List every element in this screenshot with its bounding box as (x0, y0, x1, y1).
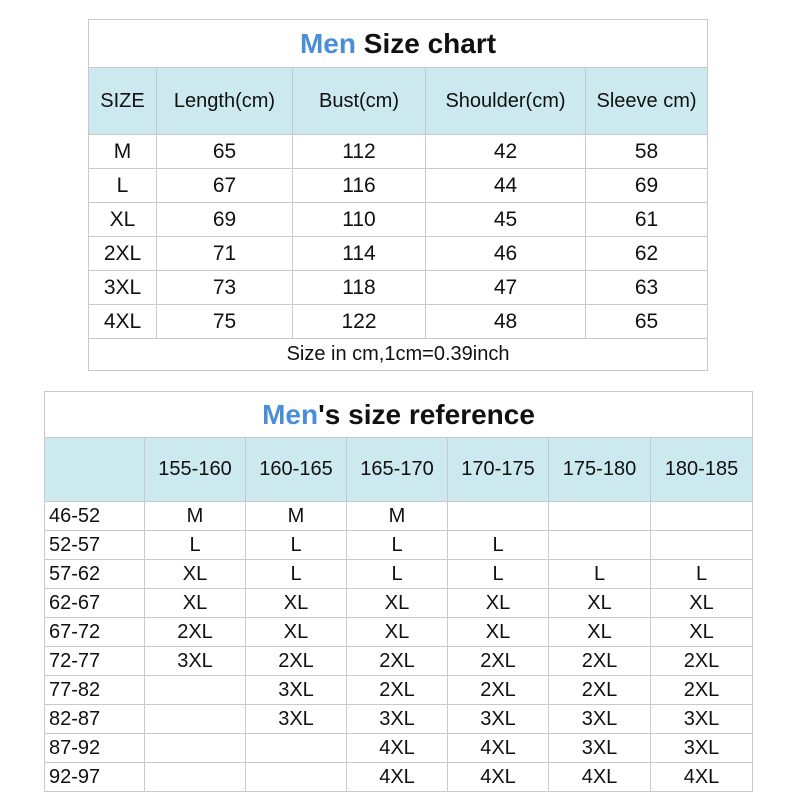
table-cell: 61 (586, 203, 708, 237)
size-cell (246, 763, 347, 792)
weight-range-cell: 67-72 (45, 618, 145, 647)
height-header: 165-170 (347, 438, 448, 502)
table-cell: 44 (426, 169, 586, 203)
weight-range-cell: 82-87 (45, 705, 145, 734)
size-cell (651, 502, 753, 531)
size-cell: L (347, 531, 448, 560)
size-cell: 2XL (651, 647, 753, 676)
size-cell (145, 676, 246, 705)
size-cell (145, 734, 246, 763)
weight-range-cell: 77-82 (45, 676, 145, 705)
size-cell (448, 502, 549, 531)
table-cell: 118 (293, 271, 426, 305)
table-cell: 48 (426, 305, 586, 339)
height-header: 180-185 (651, 438, 753, 502)
weight-range-cell: 57-62 (45, 560, 145, 589)
table-cell: 42 (426, 135, 586, 169)
corner-header (45, 438, 145, 502)
table-cell: 58 (586, 135, 708, 169)
table-cell: 3XL (89, 271, 157, 305)
size-cell: XL (549, 589, 651, 618)
height-header: 160-165 (246, 438, 347, 502)
table-cell: 112 (293, 135, 426, 169)
size-chart-body (89, 135, 708, 339)
size-cell: L (246, 531, 347, 560)
size-cell (145, 705, 246, 734)
table-cell: L (89, 169, 157, 203)
table-row (45, 647, 753, 676)
size-cell: XL (651, 618, 753, 647)
table-cell: 75 (157, 305, 293, 339)
table-cell: 110 (293, 203, 426, 237)
size-cell: 4XL (448, 734, 549, 763)
size-cell: M (246, 502, 347, 531)
size-cell: 3XL (651, 705, 753, 734)
size-cell: L (145, 531, 246, 560)
weight-range-cell: 72-77 (45, 647, 145, 676)
table-cell: 67 (157, 169, 293, 203)
size-reference-body (45, 502, 753, 792)
table-row (89, 203, 708, 237)
size-cell: XL (145, 560, 246, 589)
size-cell: 2XL (651, 676, 753, 705)
size-cell: 2XL (549, 647, 651, 676)
size-chart-header-row (89, 68, 708, 135)
size-cell: 3XL (347, 705, 448, 734)
height-header: 170-175 (448, 438, 549, 502)
size-cell: M (145, 502, 246, 531)
weight-range-cell: 62-67 (45, 589, 145, 618)
size-cell: XL (347, 618, 448, 647)
size-reference-table (44, 391, 753, 792)
table-cell: 4XL (89, 305, 157, 339)
table-cell: 69 (157, 203, 293, 237)
size-cell: 2XL (246, 647, 347, 676)
table-cell: 46 (426, 237, 586, 271)
table-row (45, 705, 753, 734)
size-cell: L (448, 531, 549, 560)
size-reference-header-row (45, 438, 753, 502)
size-cell: XL (549, 618, 651, 647)
table-row (45, 734, 753, 763)
size-cell: 2XL (448, 676, 549, 705)
size-chart-title (89, 20, 708, 68)
column-header: SIZE (89, 68, 157, 135)
table-row (45, 763, 753, 792)
size-chart-title-accent: Men (299, 27, 356, 59)
size-reference-title (45, 392, 753, 438)
size-cell: 4XL (549, 763, 651, 792)
table-row (45, 560, 753, 589)
size-cell (549, 531, 651, 560)
size-cell: 2XL (347, 647, 448, 676)
size-cell: 3XL (549, 705, 651, 734)
size-cell (145, 763, 246, 792)
size-cell: XL (448, 589, 549, 618)
table-row (45, 502, 753, 531)
table-cell: 71 (157, 237, 293, 271)
size-chart-note: Size in cm,1cm=0.39inch (89, 339, 708, 371)
size-cell: 2XL (448, 647, 549, 676)
size-cell: 2XL (549, 676, 651, 705)
size-cell: XL (145, 589, 246, 618)
size-cell: 3XL (246, 705, 347, 734)
table-cell: 73 (157, 271, 293, 305)
size-chart-table (88, 19, 708, 371)
table-cell: 45 (426, 203, 586, 237)
table-row (89, 305, 708, 339)
column-header: Length(cm) (157, 68, 293, 135)
table-row (89, 237, 708, 271)
column-header: Bust(cm) (293, 68, 426, 135)
table-cell: 69 (586, 169, 708, 203)
size-cell: 3XL (651, 734, 753, 763)
size-cell (246, 734, 347, 763)
table-row (45, 589, 753, 618)
size-cell: 4XL (448, 763, 549, 792)
size-cell: 3XL (145, 647, 246, 676)
size-cell: XL (246, 589, 347, 618)
height-header: 175-180 (549, 438, 651, 502)
size-cell (651, 531, 753, 560)
size-cell: 4XL (347, 763, 448, 792)
size-cell: XL (347, 589, 448, 618)
size-cell: 3XL (448, 705, 549, 734)
column-header: Sleeve cm) (586, 68, 708, 135)
size-cell: 2XL (145, 618, 246, 647)
size-cell: XL (246, 618, 347, 647)
size-cell: XL (651, 589, 753, 618)
weight-range-cell: 92-97 (45, 763, 145, 792)
size-cell (549, 502, 651, 531)
size-cell: 3XL (246, 676, 347, 705)
size-cell: M (347, 502, 448, 531)
size-cell: 4XL (651, 763, 753, 792)
weight-range-cell: 52-57 (45, 531, 145, 560)
size-cell: L (347, 560, 448, 589)
height-header: 155-160 (145, 438, 246, 502)
table-cell: XL (89, 203, 157, 237)
table-cell: 47 (426, 271, 586, 305)
column-header: Shoulder(cm) (426, 68, 586, 135)
table-cell: 65 (586, 305, 708, 339)
weight-range-cell: 46-52 (45, 502, 145, 531)
table-cell: 116 (293, 169, 426, 203)
size-cell: L (246, 560, 347, 589)
size-cell: 3XL (549, 734, 651, 763)
size-cell: 4XL (347, 734, 448, 763)
size-cell: XL (448, 618, 549, 647)
table-cell: 114 (293, 237, 426, 271)
table-cell: 62 (586, 237, 708, 271)
table-cell: 122 (293, 305, 426, 339)
table-cell: M (89, 135, 157, 169)
weight-range-cell: 87-92 (45, 734, 145, 763)
table-cell: 2XL (89, 237, 157, 271)
table-row (45, 618, 753, 647)
table-cell: 65 (157, 135, 293, 169)
size-cell: L (448, 560, 549, 589)
size-reference-title-rest: 's size reference (318, 398, 535, 430)
table-cell: 63 (586, 271, 708, 305)
table-row (89, 271, 708, 305)
size-reference-title-accent: Men (262, 398, 319, 430)
size-cell: 2XL (347, 676, 448, 705)
table-row (45, 531, 753, 560)
size-chart-title-rest: Size chart (355, 27, 497, 59)
table-row (89, 169, 708, 203)
table-row (89, 135, 708, 169)
size-cell: L (549, 560, 651, 589)
table-row (45, 676, 753, 705)
size-cell: L (651, 560, 753, 589)
